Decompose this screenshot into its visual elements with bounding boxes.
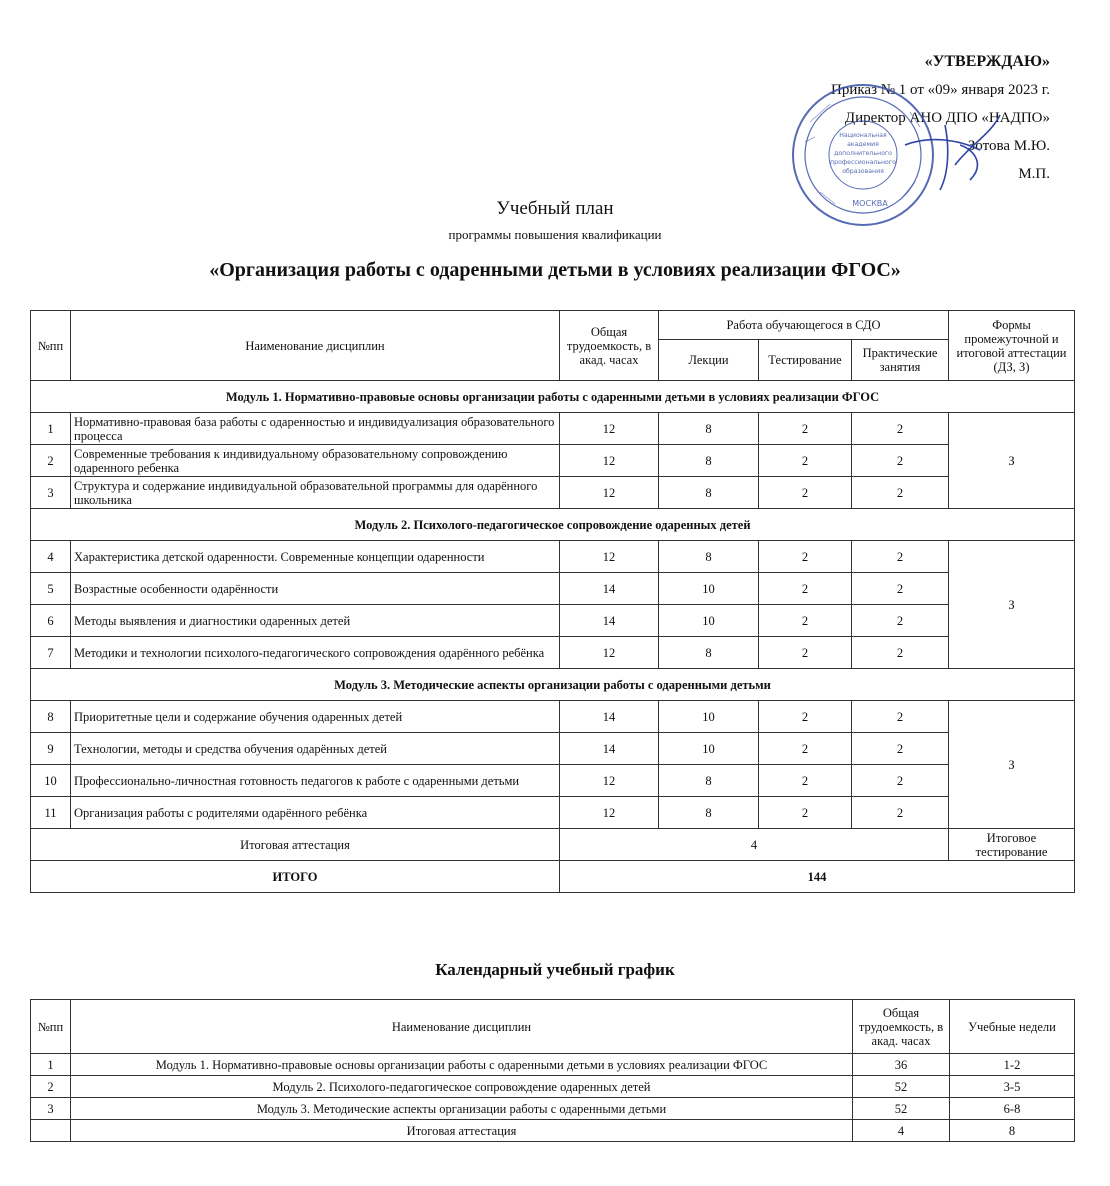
stamp-city: МОСКВА (852, 199, 888, 208)
table-row (31, 413, 1075, 445)
row-lectures: 8 (659, 637, 759, 669)
stamp-line: академия (847, 141, 879, 148)
row-practice: 2 (852, 445, 949, 477)
cal-num: 3 (31, 1098, 71, 1120)
row-testing: 2 (759, 765, 852, 797)
row-lectures: 10 (659, 605, 759, 637)
row-practice: 2 (852, 413, 949, 445)
row-total: 14 (560, 701, 659, 733)
row-testing: 2 (759, 413, 852, 445)
cal-weeks: 1-2 (950, 1054, 1075, 1076)
cal-hours: 52 (853, 1098, 950, 1120)
study-plan-table (30, 310, 1075, 893)
row-num: 4 (31, 541, 71, 573)
row-name: Нормативно-правовая база работы с одаренностью и индивидуализация образовательного процесса (71, 413, 560, 445)
row-testing: 2 (759, 445, 852, 477)
stamp-line: дополнительного (834, 150, 892, 157)
row-lectures: 10 (659, 701, 759, 733)
row-practice: 2 (852, 733, 949, 765)
table-row (31, 701, 1075, 733)
cal-num: 1 (31, 1054, 71, 1076)
program-title: «Организация работы с одаренными детьми в условиях реализации ФГОС» (209, 259, 901, 281)
row-name: Характеристика детской одаренности. Современные концепции одаренности (71, 541, 560, 573)
row-lectures: 8 (659, 541, 759, 573)
row-testing: 2 (759, 605, 852, 637)
table-row (31, 1054, 1075, 1076)
row-lectures: 8 (659, 765, 759, 797)
row-testing: 2 (759, 573, 852, 605)
row-practice: 2 (852, 605, 949, 637)
cal-num (31, 1120, 71, 1142)
stamp-line: Национальная (839, 132, 887, 139)
table-row (31, 733, 1075, 765)
row-practice: 2 (852, 541, 949, 573)
table-row (31, 541, 1075, 573)
row-num: 5 (31, 573, 71, 605)
final-form: Итоговое тестирование (949, 829, 1075, 861)
module-title: Модуль 1. Нормативно-правовые основы организации работы с одаренными детьми в условиях реализации ФГОС (31, 381, 1075, 413)
module-form: З (949, 541, 1075, 669)
row-practice: 2 (852, 637, 949, 669)
cal-weeks: 6-8 (950, 1098, 1075, 1120)
row-name: Возрастные особенности одарённости (71, 573, 560, 605)
row-name: Методики и технологии психолого-педагогического сопровождения одарённого ребёнка (71, 637, 560, 669)
row-testing: 2 (759, 541, 852, 573)
row-lectures: 8 (659, 413, 759, 445)
header-num: №пп (31, 311, 71, 381)
header-practice: Практические занятия (852, 340, 949, 381)
row-name: Организация работы с родителями одарённого ребёнка (71, 797, 560, 829)
cal-weeks: 8 (950, 1120, 1075, 1142)
row-num: 8 (31, 701, 71, 733)
table-row (31, 1120, 1075, 1142)
cal-name: Модуль 2. Психолого-педагогическое сопровождение одаренных детей (71, 1076, 853, 1098)
row-lectures: 10 (659, 733, 759, 765)
row-total: 12 (560, 797, 659, 829)
table-row (31, 797, 1075, 829)
cal-header-weeks: Учебные недели (950, 1000, 1075, 1054)
approval-heading: «УТВЕРЖДАЮ» (924, 53, 1050, 70)
total-hours: 144 (560, 861, 1075, 893)
table-row (31, 1076, 1075, 1098)
cal-hours: 52 (853, 1076, 950, 1098)
final-label: Итоговая аттестация (31, 829, 560, 861)
module-form: З (949, 413, 1075, 509)
table-row (31, 1098, 1075, 1120)
row-num: 3 (31, 477, 71, 509)
row-num: 11 (31, 797, 71, 829)
approval-name: Зотова М.Ю. (967, 138, 1050, 154)
row-testing: 2 (759, 637, 852, 669)
row-total: 14 (560, 733, 659, 765)
row-num: 1 (31, 413, 71, 445)
row-total: 14 (560, 605, 659, 637)
row-name: Профессионально-личностная готовность педагогов к работе с одаренными детьми (71, 765, 560, 797)
row-practice: 2 (852, 477, 949, 509)
header-total: Общая трудоемкость, в акад. часах (560, 311, 659, 381)
row-practice: 2 (852, 573, 949, 605)
cal-hours: 36 (853, 1054, 950, 1076)
row-practice: 2 (852, 701, 949, 733)
row-name: Современные требования к индивидуальному образовательному сопровождению одаренного ребенка (71, 445, 560, 477)
cal-header-num: №пп (31, 1000, 71, 1054)
table-row (31, 765, 1075, 797)
module-title: Модуль 3. Методические аспекты организации работы с одаренными детьми (31, 669, 1075, 701)
row-testing: 2 (759, 797, 852, 829)
row-testing: 2 (759, 701, 852, 733)
cal-hours: 4 (853, 1120, 950, 1142)
row-total: 12 (560, 765, 659, 797)
row-num: 10 (31, 765, 71, 797)
table-row (31, 477, 1075, 509)
row-total: 12 (560, 541, 659, 573)
cal-num: 2 (31, 1076, 71, 1098)
table-row (31, 637, 1075, 669)
cal-name: Модуль 3. Методические аспекты организации работы с одаренными детьми (71, 1098, 853, 1120)
row-testing: 2 (759, 477, 852, 509)
cal-header-total: Общая трудоемкость, в акад. часах (853, 1000, 950, 1054)
table-row (31, 605, 1075, 637)
row-lectures: 8 (659, 445, 759, 477)
row-total: 12 (560, 445, 659, 477)
row-name: Технологии, методы и средства обучения одарённых детей (71, 733, 560, 765)
total-label: ИТОГО (31, 861, 560, 893)
row-lectures: 8 (659, 477, 759, 509)
row-total: 14 (560, 573, 659, 605)
row-num: 2 (31, 445, 71, 477)
row-total: 12 (560, 413, 659, 445)
table-row (31, 445, 1075, 477)
stamp-line: образования (842, 168, 884, 175)
row-num: 7 (31, 637, 71, 669)
header-testing: Тестирование (759, 340, 852, 381)
cal-header-name: Наименование дисциплин (71, 1000, 853, 1054)
header-work: Работа обучающегося в СДО (659, 311, 949, 340)
header-name: Наименование дисциплин (71, 311, 560, 381)
final-hours: 4 (560, 829, 949, 861)
calendar-title: Календарный учебный график (435, 960, 675, 979)
approval-director: Директор АНО ДПО «НАДПО» (844, 110, 1050, 126)
cal-weeks: 3-5 (950, 1076, 1075, 1098)
final-attestation-row (31, 829, 1075, 861)
document-subtitle: программы повышения квалификации (448, 227, 662, 242)
module-title: Модуль 2. Психолого-педагогическое сопровождение одаренных детей (31, 509, 1075, 541)
approval-mp: М.П. (1018, 166, 1050, 182)
cal-name: Модуль 1. Нормативно-правовые основы организации работы с одаренными детьми в условиях реализации ФГОС (71, 1054, 853, 1076)
approval-order: Приказ № 1 от «09» января 2023 г. (830, 82, 1050, 98)
calendar-table (30, 999, 1075, 1142)
total-row (31, 861, 1075, 893)
header-lectures: Лекции (659, 340, 759, 381)
module-form: З (949, 701, 1075, 829)
row-name: Структура и содержание индивидуальной образовательной программы для одарённого школьника (71, 477, 560, 509)
table-row (31, 573, 1075, 605)
row-name: Приоритетные цели и содержание обучения одаренных детей (71, 701, 560, 733)
row-lectures: 8 (659, 797, 759, 829)
row-name: Методы выявления и диагностики одаренных детей (71, 605, 560, 637)
row-practice: 2 (852, 797, 949, 829)
row-lectures: 10 (659, 573, 759, 605)
row-num: 9 (31, 733, 71, 765)
document-title: Учебный план (496, 198, 614, 219)
row-total: 12 (560, 477, 659, 509)
header-forms: Формы промежуточной и итоговой аттестации (ДЗ, З) (949, 311, 1075, 381)
row-testing: 2 (759, 733, 852, 765)
row-total: 12 (560, 637, 659, 669)
row-practice: 2 (852, 765, 949, 797)
cal-name: Итоговая аттестация (71, 1120, 853, 1142)
signature-mark (900, 105, 1010, 195)
row-num: 6 (31, 605, 71, 637)
stamp-line: профессионального (830, 159, 896, 166)
